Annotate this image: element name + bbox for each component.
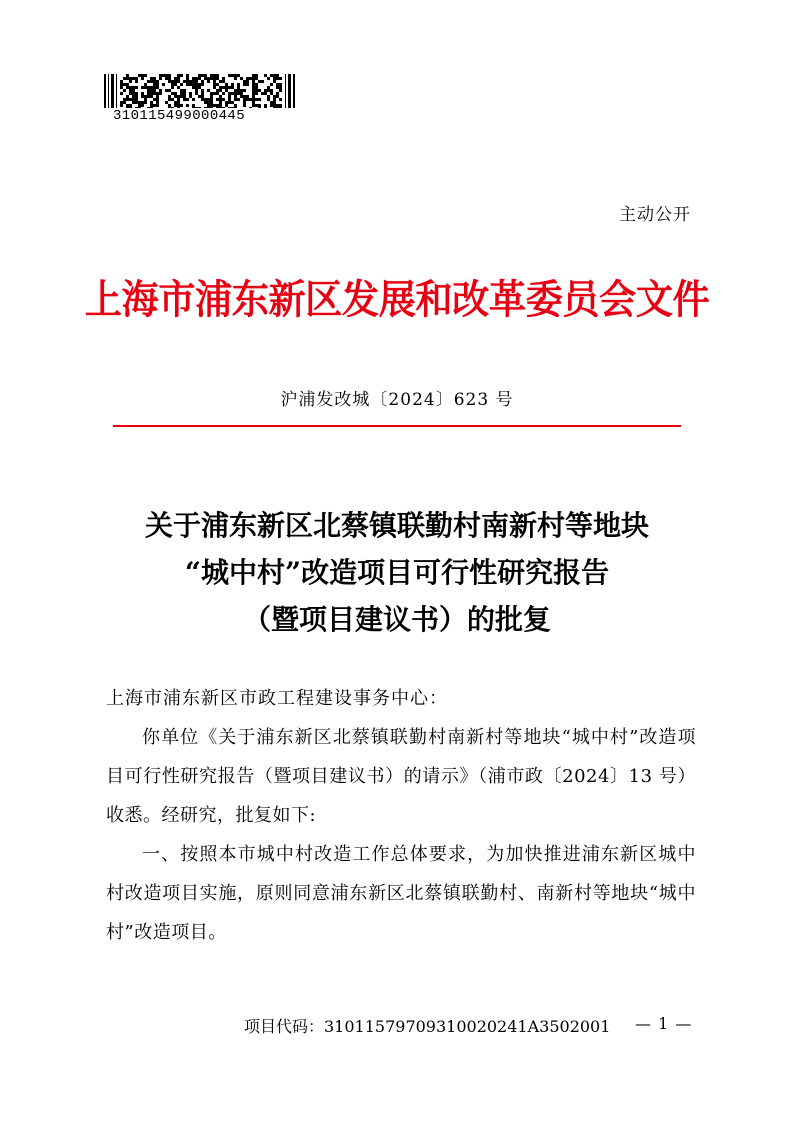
body-paragraph: 一、按照本市城中村改造工作总体要求，为加快推进浦东新区城中村改造项目实施，原则同意浦东新区北蔡镇联勤村、南新村等地块“城中村”改造项目。 bbox=[106, 844, 696, 943]
agency-title: 上海市浦东新区发展和改革委员会文件 bbox=[84, 276, 710, 323]
document-title bbox=[0, 502, 794, 643]
body-text bbox=[106, 718, 696, 952]
barcode-number: 310115499000445 bbox=[113, 108, 246, 124]
title-line-2: “城中村”改造项目可行性研究报告 bbox=[184, 556, 610, 589]
project-code: 项目代码：31011579709310020241A3502001 bbox=[244, 1017, 611, 1036]
document-number: 沪浦发改城〔2024〕623 号 bbox=[280, 390, 514, 410]
page-number: — 1 — bbox=[635, 1014, 693, 1033]
red-divider bbox=[113, 425, 681, 427]
barcode bbox=[104, 74, 296, 108]
addressee: 上海市浦东新区市政工程建设事务中心： bbox=[106, 688, 448, 709]
title-line-3: （暨项目建议书）的批复 bbox=[242, 603, 551, 636]
title-line-1: 关于浦东新区北蔡镇联勤村南新村等地块 bbox=[144, 509, 649, 542]
disclosure-label: 主动公开 bbox=[619, 205, 691, 225]
body-paragraph: 你单位《关于浦东新区北蔡镇联勤村南新村等地块“城中村”改造项目可行性研究报告（暨项目建议书）的请示》（浦市政〔2024〕13 号）收悉。经研究，批复如下: bbox=[106, 727, 696, 826]
